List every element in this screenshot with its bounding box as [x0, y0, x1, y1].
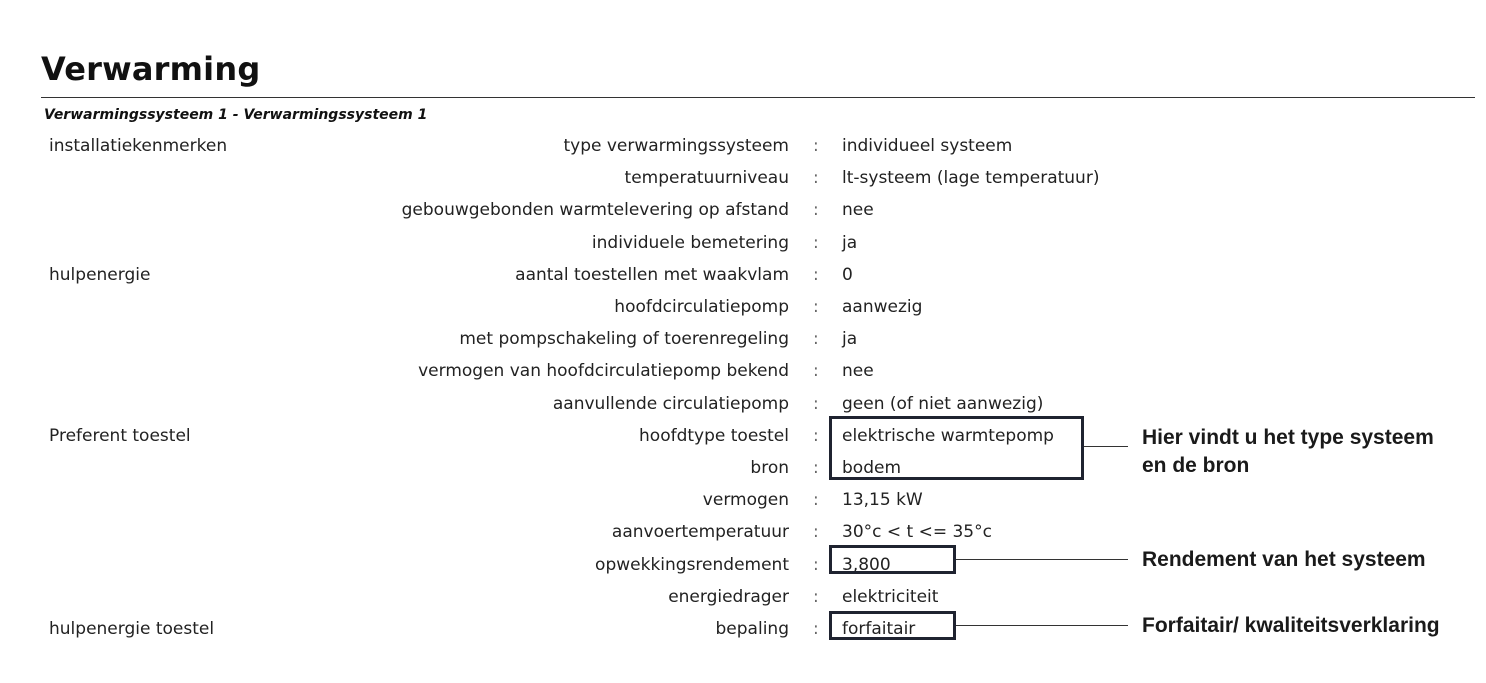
row-separator: : — [813, 554, 819, 575]
row-property-label: vermogen — [702, 490, 789, 511]
row-value: 0 — [842, 264, 853, 285]
row-value: aanwezig — [842, 297, 923, 317]
row-property-label: gebouwgebonden warmtelevering op afstand — [401, 200, 789, 221]
row-separator: : — [813, 458, 819, 478]
row-property-label: bron — [750, 458, 789, 478]
row-separator: : — [813, 361, 819, 382]
table-row — [0, 516, 1486, 548]
row-property-label: aantal toestellen met waakvlam — [515, 264, 789, 285]
page-title: Verwarming — [41, 50, 261, 88]
highlight-box-system-source — [829, 416, 1084, 480]
annotation-determination: Forfaitair/ kwaliteitsverklaring — [1142, 614, 1440, 637]
table-row — [0, 291, 1486, 323]
row-property-label: met pompschakeling of toerenregeling — [459, 329, 789, 350]
row-separator: : — [813, 168, 819, 189]
row-value: nee — [842, 200, 874, 221]
row-property-label: hoofdcirculatiepomp — [614, 297, 789, 317]
row-property-label: aanvullende circulatiepomp — [552, 393, 789, 414]
row-value: individueel systeem — [842, 136, 1013, 156]
row-value: nee — [842, 361, 874, 382]
row-property-label: vermogen van hoofdcirculatiepomp bekend — [418, 361, 789, 382]
row-separator: : — [813, 522, 819, 543]
row-separator: : — [813, 232, 819, 253]
table-row — [0, 162, 1486, 194]
table-row — [0, 259, 1486, 291]
row-value: 3,800 — [842, 554, 891, 575]
row-group-label: hulpenergie — [49, 264, 151, 285]
row-value: lt-systeem (lage temperatuur) — [842, 168, 1100, 189]
row-separator: : — [813, 586, 819, 607]
row-property-label: opwekkingsrendement — [595, 554, 789, 575]
row-value: geen (of niet aanwezig) — [842, 393, 1044, 414]
row-separator: : — [813, 329, 819, 350]
row-value: elektriciteit — [842, 586, 939, 607]
table-row — [0, 355, 1486, 387]
row-separator: : — [813, 393, 819, 414]
table-row — [0, 388, 1486, 420]
section-subtitle: Verwarmingssysteem 1 - Verwarmingssysteem 1 — [44, 107, 428, 123]
row-value: forfaitair — [842, 619, 916, 639]
title-divider — [41, 97, 1475, 98]
row-property-label: individuele bemetering — [591, 232, 789, 253]
row-value: 13,15 kW — [842, 490, 923, 511]
row-property-label: bepaling — [715, 619, 789, 639]
leader-line-determination — [956, 625, 1128, 626]
row-value: bodem — [842, 458, 902, 478]
highlight-box-efficiency — [829, 545, 956, 574]
annotation-efficiency: Rendement van het systeem — [1142, 548, 1426, 571]
table-row — [0, 227, 1486, 259]
annotation-line-2: en de bron — [1142, 454, 1250, 477]
row-separator: : — [813, 297, 819, 317]
row-property-label: hoofdtype toestel — [639, 425, 789, 446]
table-row — [0, 130, 1486, 162]
table-row — [0, 581, 1486, 613]
row-property-label: energiedrager — [668, 586, 789, 607]
row-property-label: temperatuurniveau — [624, 168, 789, 189]
row-group-label: Preferent toestel — [49, 425, 191, 446]
row-property-label: aanvoertemperatuur — [611, 522, 789, 543]
leader-line-efficiency — [956, 559, 1128, 560]
table-row — [0, 484, 1486, 516]
row-group-label: hulpenergie toestel — [49, 619, 215, 639]
row-value: ja — [842, 232, 858, 253]
row-property-label: type verwarmingssysteem — [563, 136, 789, 156]
annotation-line-1: Hier vindt u het type systeem — [1142, 426, 1434, 449]
leader-line-system-source — [1084, 446, 1128, 447]
row-value: elektrische warmtepomp — [842, 425, 1054, 446]
row-value: 30°c < t <= 35°c — [842, 522, 992, 543]
table-row — [0, 323, 1486, 355]
row-separator: : — [813, 264, 819, 285]
table-row — [0, 194, 1486, 226]
row-group-label: installatiekenmerken — [49, 136, 228, 156]
row-separator: : — [813, 619, 819, 639]
row-separator: : — [813, 200, 819, 221]
annotation-system-source — [1142, 424, 1434, 480]
row-separator: : — [813, 425, 819, 446]
row-value: ja — [842, 329, 858, 350]
highlight-box-determination — [829, 611, 956, 640]
row-separator: : — [813, 490, 819, 511]
row-separator: : — [813, 136, 819, 156]
